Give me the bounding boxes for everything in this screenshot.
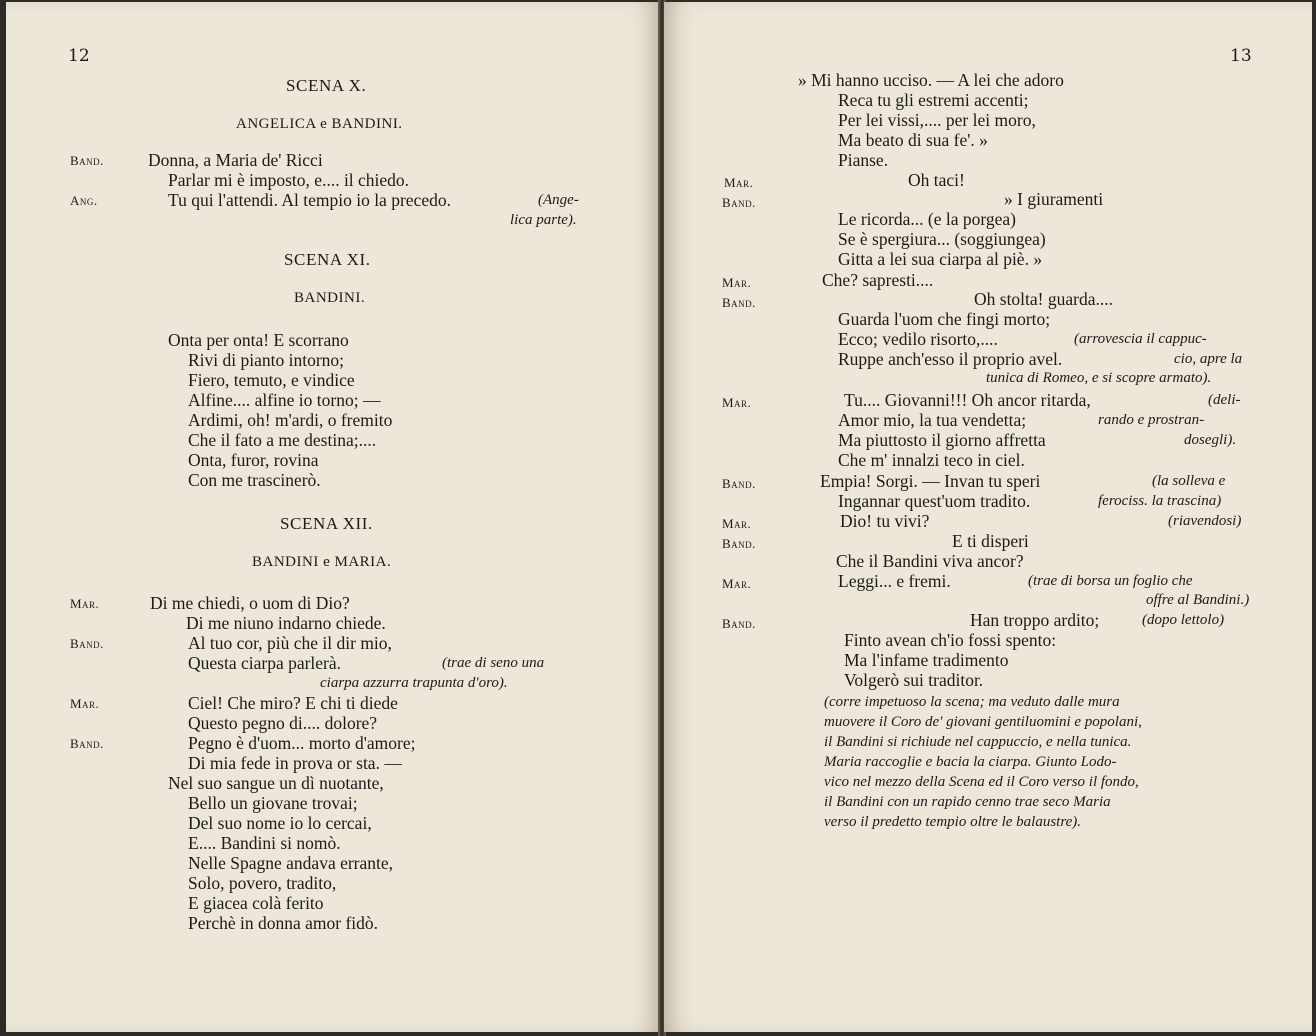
verse-line: Pegno è d'uom... morto d'amore;: [188, 733, 416, 753]
stage-direction: il Bandini con un rapido cenno trae seco Maria: [824, 794, 1111, 810]
verse-line: E ti disperi: [952, 531, 1029, 551]
speaker-label: Band.: [722, 616, 756, 631]
verse-line: Che m' innalzi teco in ciel.: [838, 450, 1025, 470]
verse-line: Oh stolta! guarda....: [974, 289, 1113, 309]
speaker-label: Mar.: [722, 576, 752, 591]
speaker-label: Band.: [722, 536, 756, 551]
verse-line: Parlar mi è imposto, e.... il chiedo.: [168, 170, 410, 190]
stage-direction: cio, apre la: [1174, 351, 1243, 367]
speaker-label: Mar.: [70, 596, 100, 611]
verse-line: E.... Bandini si nomò.: [188, 833, 341, 853]
verse-line: Del suo nome io lo cercai,: [188, 813, 372, 833]
speaker-label: Band.: [722, 195, 756, 210]
speaker-label: Mar.: [722, 395, 752, 410]
page-number-left: 12: [68, 46, 90, 66]
stage-direction: (Ange-: [538, 192, 579, 208]
verse-line: Ruppe anch'esso il proprio avel.: [838, 349, 1063, 369]
verse-line: Tu.... Giovanni!!! Oh ancor ritarda,: [844, 390, 1091, 410]
verse-line: Questa ciarpa parlerà.: [188, 653, 342, 673]
stage-direction: (riavendosi): [1168, 513, 1242, 529]
verse-line: Dio! tu vivi?: [840, 511, 930, 531]
stage-direction: offre al Bandini.): [1146, 592, 1250, 608]
stage-direction: (corre impetuoso la scena; ma veduto dalle mura: [824, 694, 1120, 710]
stage-direction: (trae di borsa un foglio che: [1028, 573, 1193, 589]
page-number-right: 13: [1230, 46, 1252, 66]
verse-line: Se è spergiura... (soggiungea): [838, 229, 1046, 249]
stage-direction: verso il predetto tempio oltre le balaustre).: [824, 814, 1082, 830]
verse-line: Ingannar quest'uom tradito.: [838, 491, 1031, 511]
speaker-label: Band.: [70, 636, 104, 651]
verse-line: Nelle Spagne andava errante,: [188, 853, 394, 873]
verse-line: Finto avean ch'io fossi spento:: [844, 630, 1057, 650]
verse-line: Onta, furor, rovina: [188, 450, 319, 470]
scene-heading: SCENA XI.: [284, 250, 371, 269]
speaker-label: Band.: [722, 295, 756, 310]
verse-line: Solo, povero, tradito,: [188, 873, 337, 893]
verse-line: Di mia fede in prova or sta. —: [188, 753, 402, 773]
verse-line: Volgerò sui traditor.: [844, 670, 984, 690]
stage-direction: (dopo lettolo): [1142, 612, 1225, 628]
verse-line: Che? sapresti....: [822, 270, 934, 290]
verse-line: Ecco; vedilo risorto,....: [838, 329, 998, 349]
stage-direction: il Bandini si richiude nel cappuccio, e nella tunica.: [824, 734, 1132, 750]
speaker-label: Mar.: [722, 275, 752, 290]
stage-direction: (arrovescia il cappuc-: [1074, 331, 1207, 347]
verse-line: » Mi hanno ucciso. — A lei che adoro: [798, 70, 1064, 90]
verse-line: Tu qui l'attendi. Al tempio io la precedo.: [168, 190, 451, 210]
verse-line: Donna, a Maria de' Ricci: [148, 150, 323, 170]
verse-line: Di me chiedi, o uom di Dio?: [150, 593, 350, 613]
verse-line: Oh taci!: [908, 170, 965, 190]
verse-line: Alfine.... alfine io torno; —: [188, 390, 381, 410]
speaker-label: Mar.: [722, 516, 752, 531]
stage-direction: (deli-: [1208, 392, 1241, 408]
verse-line: Questo pegno di.... dolore?: [188, 713, 378, 733]
verse-line: Che il Bandini viva ancor?: [836, 551, 1024, 571]
verse-line: Bello un giovane trovai;: [188, 793, 358, 813]
verse-line: E giacea colà ferito: [188, 893, 324, 913]
verse-line: Ciel! Che miro? E chi ti diede: [188, 693, 398, 713]
verse-line: Che il fato a me destina;....: [188, 430, 377, 450]
verse-line: » I giuramenti: [1004, 189, 1104, 209]
verse-line: Fiero, temuto, e vindice: [188, 370, 355, 390]
scene-characters: BANDINI.: [294, 290, 366, 306]
stage-direction: muovere il Coro de' giovani gentiluomini e popolani,: [824, 714, 1142, 730]
verse-line: Ma piuttosto il giorno affretta: [838, 430, 1046, 450]
verse-line: Di me niuno indarno chiede.: [186, 613, 386, 633]
left-page: [6, 2, 660, 1032]
verse-line: Per lei vissi,.... per lei moro,: [838, 110, 1036, 130]
speaker-label: Band.: [70, 153, 104, 168]
stage-direction: vico nel mezzo della Scena ed il Coro verso il fondo,: [824, 774, 1139, 790]
stage-direction: lica parte).: [510, 212, 577, 228]
scene-heading: SCENA X.: [286, 76, 367, 95]
verse-line: Ardimi, oh! m'ardi, o fremito: [188, 410, 393, 430]
stage-direction: dosegli).: [1184, 432, 1237, 448]
verse-line: Onta per onta! E scorrano: [168, 330, 349, 350]
verse-line: Le ricorda... (e la porgea): [838, 209, 1016, 229]
speaker-label: Ang.: [70, 193, 98, 208]
speaker-label: Band.: [70, 736, 104, 751]
verse-line: Ma beato di sua fe'. »: [838, 130, 988, 150]
stage-direction: ciarpa azzurra trapunta d'oro).: [320, 675, 508, 691]
stage-direction: Maria raccoglie e bacia la ciarpa. Giunto Lodo-: [824, 754, 1117, 770]
verse-line: Rivi di pianto intorno;: [188, 350, 345, 370]
stage-direction: ferociss. la trascina): [1098, 493, 1222, 509]
verse-line: Al tuo cor, più che il dir mio,: [188, 633, 392, 653]
verse-line: Reca tu gli estremi accenti;: [838, 90, 1029, 110]
verse-line: Han troppo ardito;: [970, 610, 1100, 630]
speaker-label: Band.: [722, 476, 756, 491]
scene-heading: SCENA XII.: [280, 514, 373, 533]
verse-line: Gitta a lei sua ciarpa al piè. »: [838, 249, 1043, 269]
verse-line: Pianse.: [838, 150, 889, 170]
verse-line: Perchè in donna amor fidò.: [188, 913, 379, 933]
verse-line: Nel suo sangue un dì nuotante,: [168, 773, 384, 793]
scene-characters: ANGELICA e BANDINI.: [236, 116, 403, 132]
stage-direction: (la solleva e: [1152, 473, 1226, 489]
speaker-label: Mar.: [724, 175, 754, 190]
stage-direction: rando e prostran-: [1098, 412, 1205, 428]
scene-characters: BANDINI e MARIA.: [252, 554, 392, 570]
verse-line: Con me trascinerò.: [188, 470, 321, 490]
verse-line: Guarda l'uom che fingi morto;: [838, 309, 1051, 329]
stage-direction: (trae di seno una: [442, 655, 545, 671]
right-page: [664, 2, 1312, 1032]
verse-line: Empia! Sorgi. — Invan tu speri: [820, 471, 1041, 491]
verse-line: Leggi... e fremi.: [838, 571, 951, 591]
speaker-label: Mar.: [70, 696, 100, 711]
stage-direction: tunica di Romeo, e si scopre armato).: [986, 370, 1212, 386]
verse-line: Amor mio, la tua vendetta;: [838, 410, 1027, 430]
verse-line: Ma l'infame tradimento: [844, 650, 1009, 670]
